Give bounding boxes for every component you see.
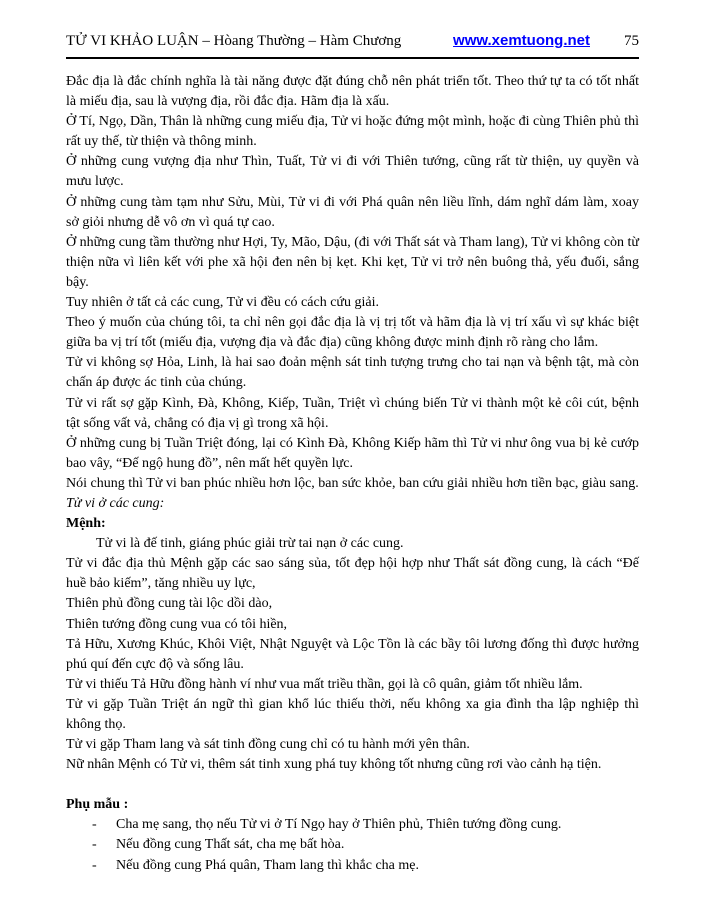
bullet-text: Cha mẹ sang, thọ nếu Tử vi ở Tí Ngọ hay ở Thiên phủ, Thiên tướng đồng cung. bbox=[116, 817, 562, 833]
paragraph-list bbox=[66, 72, 639, 775]
paragraph: Tả Hữu, Xương Khúc, Khôi Việt, Nhật Nguyệt và Lộc Tồn là các bầy tôi lương đống thì được hưởng phú quí đến cực độ và sống lâu. bbox=[66, 636, 639, 672]
bullet-text: Nếu đồng cung Thất sát, cha mẹ bất hòa. bbox=[116, 837, 345, 853]
paragraph: Tử vi đắc địa thủ Mệnh gặp các sao sáng sủa, tốt đẹp hội hợp như Thất sát đồng cung, là cách “Đế huề bảo kiếm”, tăng nhiều uy lực, bbox=[66, 556, 639, 592]
paragraph: Tử vi gặp Tuần Triệt án ngữ thì gian khổ lúc thiếu thời, nếu không xa gia đình tha lập nghiệp thì không thọ. bbox=[66, 696, 639, 732]
bullet-list bbox=[66, 815, 639, 875]
document-title: TỬ VI KHẢO LUẬN – Hòang Thường – Hàm Chương bbox=[66, 33, 402, 49]
paragraph: Tử vi thiếu Tả Hữu đồng hành ví như vua mất triều thần, gọi là cô quân, giảm tốt nhiều lắm. bbox=[66, 676, 583, 692]
bullet-marker: - bbox=[92, 857, 97, 873]
paragraph: Tử vi gặp Tham lang và sát tinh đồng cung chỉ có tu hành mới yên thân. bbox=[66, 737, 470, 753]
bullet-marker: - bbox=[92, 817, 97, 833]
paragraph: Tử vi không sợ Hỏa, Linh, là hai sao đoản mệnh sát tinh tượng trưng cho tai nạn và bệnh tật, mà còn chấn áp được ác tinh của chúng. bbox=[66, 355, 639, 391]
paragraph: Tử vi ở các cung: bbox=[66, 495, 165, 511]
paragraph: Tử vi là đế tinh, giáng phúc giải trừ tai nạn ở các cung. bbox=[96, 536, 404, 552]
bullet-item bbox=[66, 815, 639, 835]
bullet-item bbox=[66, 835, 639, 855]
bullet-marker: - bbox=[92, 837, 97, 853]
paragraph: Ở những cung tàm tạm như Sửu, Mùi, Tử vi đi với Phá quân nên liều lĩnh, dám nghĩ dám làm, xoay sở giỏi nhưng dễ vô ơn vì quá tự cao. bbox=[66, 194, 639, 230]
paragraph: Thiên tướng đồng cung vua có tôi hiền, bbox=[66, 616, 288, 632]
page-header bbox=[66, 32, 639, 50]
bullet-item bbox=[66, 856, 639, 876]
document-body bbox=[66, 72, 639, 876]
page-number: 75 bbox=[624, 33, 639, 49]
website-link[interactable]: www.xemtuong.net bbox=[453, 32, 590, 49]
paragraph: Ở những cung bị Tuần Triệt đóng, lại có Kình Đà, Không Kiếp hãm thì Tử vi như ông vua bị kẻ cướp bao vây, “Đế ngộ hung đồ”, nên mất hết quyền lực. bbox=[66, 435, 639, 471]
paragraph: Đắc địa là đắc chính nghĩa là tài năng được đặt đúng chỗ nên phát triển tốt. Theo thứ tự ta có tốt nhất là miếu địa, sau là vượng địa, rồi đắc địa. Hãm địa là xấu. bbox=[66, 74, 639, 110]
paragraph: Mệnh: bbox=[66, 516, 106, 532]
paragraph: Thiên phủ đồng cung tài lộc dồi dào, bbox=[66, 596, 273, 612]
paragraph: Theo ý muốn của chúng tôi, ta chỉ nên gọi đắc địa là vị trị tốt và hãm địa là vị trí xấu vì sự khác biệt giữa ba vị trí tốt (miếu địa, vượng địa và đắc địa) cũng không được minh định rõ ràng cho lắm. bbox=[66, 315, 639, 351]
header-divider bbox=[66, 57, 639, 59]
paragraph: Nữ nhân Mệnh có Tử vi, thêm sát tinh xung phá tuy không tốt nhưng cũng rơi vào cảnh hạ tiện. bbox=[66, 757, 602, 773]
section-heading: Phụ mẫu : bbox=[66, 797, 129, 813]
paragraph: Ở Tí, Ngọ, Dần, Thân là những cung miếu địa, Tử vi hoặc đứng một mình, hoặc đi cùng Thiên phủ thì rất uy thế, từ thiện và thông minh. bbox=[66, 114, 639, 150]
paragraph: Ở những cung vượng địa như Thìn, Tuất, Tử vi đi với Thiên tướng, cũng rất từ thiện, uy quyền và mưu lược. bbox=[66, 154, 639, 190]
paragraph: Ở những cung tầm thường như Hợi, Ty, Mão, Dậu, (đi với Thất sát và Tham lang), Tử vi không còn từ thiện nữa vì liên kết với phe xã hội đen nên bị kẹt. Khi kẹt, Tử vi trở nên buông thả, yếu đuối, sắng bậy. bbox=[66, 234, 639, 290]
paragraph: Tuy nhiên ở tất cả các cung, Tử vi đều có cách cứu giải. bbox=[66, 295, 379, 311]
paragraph: Nói chung thì Tử vi ban phúc nhiều hơn lộc, ban sức khỏe, ban cứu giải nhiều hơn tiền bạc, giàu sang. bbox=[66, 475, 639, 491]
paragraph: Tử vi rất sợ gặp Kình, Đà, Không, Kiếp, Tuần, Triệt vì chúng biến Tử vi thành một kẻ côi cút, bệnh tật sống vất vả, chẳng có địa vị gì trong xã hội. bbox=[66, 395, 639, 431]
bullet-text: Nếu đồng cung Phá quân, Tham lang thì khắc cha mẹ. bbox=[116, 857, 419, 873]
